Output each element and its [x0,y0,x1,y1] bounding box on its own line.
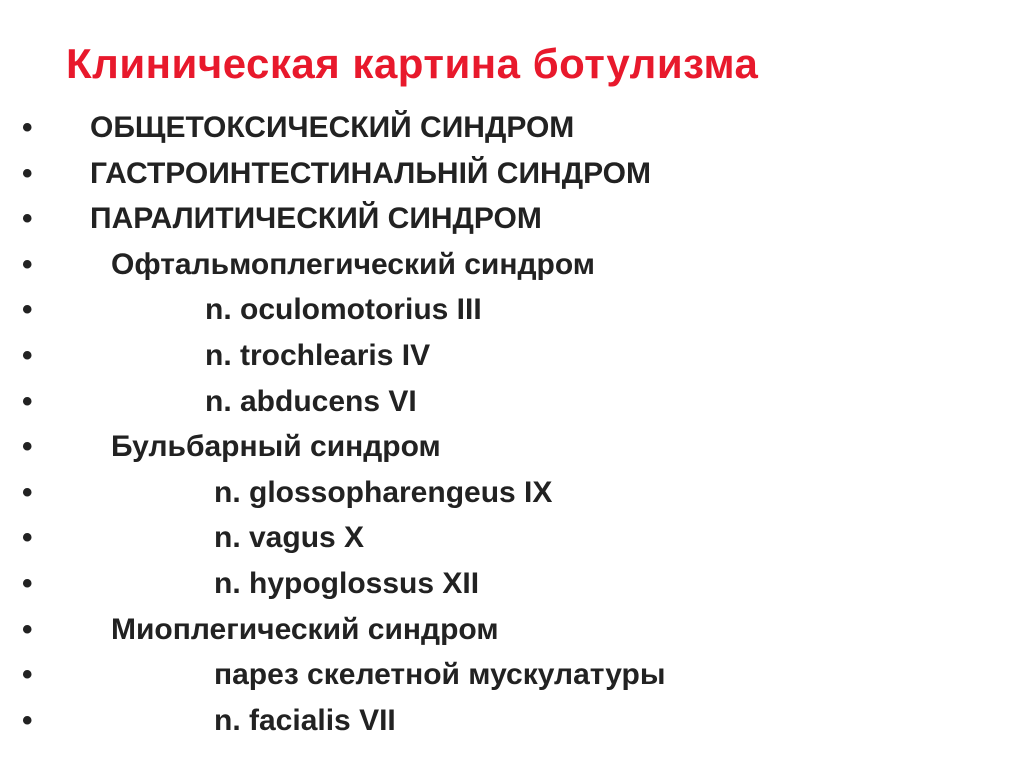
bullet-text: n. facialis VII [214,703,396,737]
bullet-icon: • [22,293,33,327]
bullet-icon: • [22,384,33,418]
bullet-icon: • [22,658,33,692]
bullet-text: n. abducens VI [205,384,417,418]
bullet-text: ОБЩЕТОКСИЧЕСКИЙ СИНДРОМ [90,111,575,144]
bullet-icon: • [22,111,33,144]
bullet-icon: • [22,566,33,600]
bullet-text: ГАСТРОИНТЕСТИНАЛЬНІЙ СИНДРОМ [90,156,652,190]
bullet-icon: • [22,430,33,464]
bullet-text: n. vagus X [214,521,365,555]
bullet-icon: • [22,247,33,281]
bullet-text: n. oculomotorius III [205,293,482,327]
bullet-icon: • [22,156,33,190]
bullet-text: ПАРАЛИТИЧЕСКИЙ СИНДРОМ [90,202,542,236]
slide-title: Клиническая картина ботулизма [66,40,759,87]
bullet-text: Миоплегический синдром [111,612,499,646]
bullet-text: n. glossopharengeus IX [214,475,553,509]
bullet-text: парез скелетной мускулатуры [214,658,666,692]
bullet-icon: • [22,703,33,737]
bullet-icon: • [22,202,33,236]
bullet-text: Бульбарный синдром [111,430,441,464]
bullet-icon: • [22,521,33,555]
bullet-text: n. hypoglossus XII [214,566,480,600]
bullet-icon: • [22,475,33,509]
bullet-icon: • [22,612,33,646]
bullet-text: n. trochlearis IV [205,338,431,372]
bullet-text: Офтальмоплегический синдром [111,247,595,281]
bullet-icon: • [22,338,33,372]
